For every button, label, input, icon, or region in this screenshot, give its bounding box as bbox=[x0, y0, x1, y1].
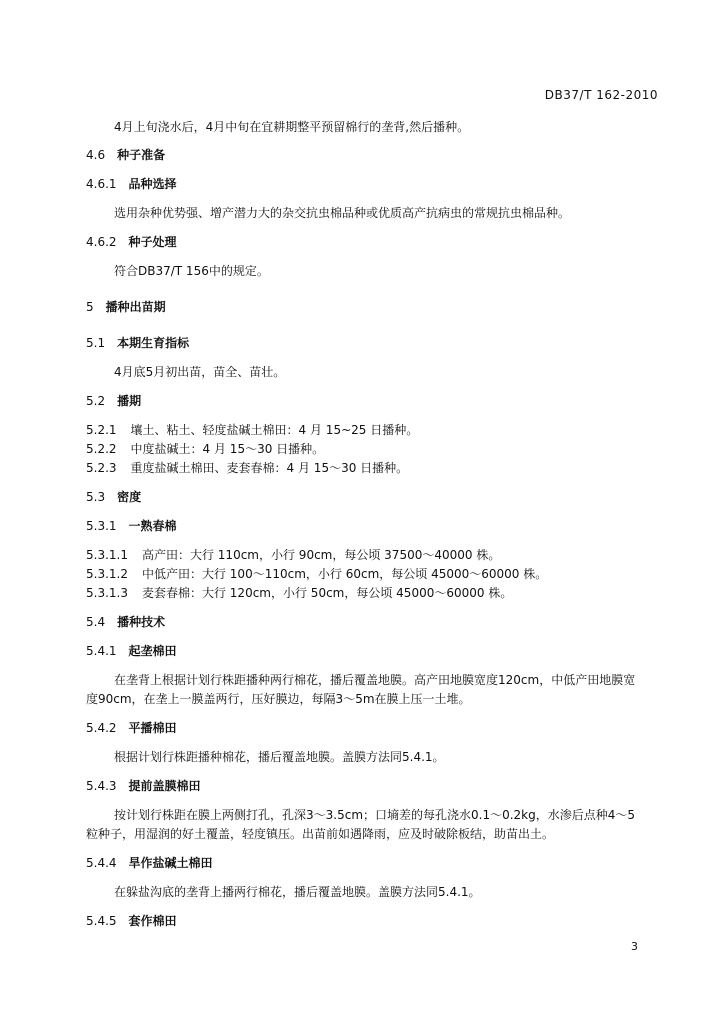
paragraph-premulch-line2: 粒种子，用湿润的好土覆盖，轻度镇压。出苗前如遇降雨，应及时破除板结，助苗出土。 bbox=[86, 827, 555, 841]
heading-5-1 bbox=[86, 335, 658, 351]
heading-title: 套作棉田 bbox=[128, 914, 177, 928]
page-number: 3 bbox=[631, 940, 638, 953]
document-code: DB37/T 162-2010 bbox=[544, 88, 658, 102]
heading-title: 一熟春棉 bbox=[128, 519, 177, 533]
paragraph-ridge-field-line1: 在垄背上根据计划行株距播种两行棉花，播后覆盖地膜。高产田地膜宽度120cm，中低产田地膜宽 bbox=[114, 673, 636, 687]
heading-number: 4.6 bbox=[86, 148, 106, 162]
clause-number: 5.3.1.3 bbox=[86, 586, 128, 600]
heading-number: 5.4.5 bbox=[86, 914, 117, 928]
heading-number: 5.4 bbox=[86, 615, 106, 629]
heading-4-6-2 bbox=[86, 234, 658, 250]
clause-5-3-1-2 bbox=[86, 566, 658, 582]
paragraph-ridge-field-line2: 度90cm，在垄上一膜盖两行，压好膜边，每隔3～5m在膜上压一土堆。 bbox=[86, 692, 471, 706]
clause-5-3-1-1 bbox=[86, 547, 658, 563]
heading-4-6 bbox=[86, 147, 658, 163]
heading-title: 播期 bbox=[117, 394, 142, 408]
heading-number: 4.6.1 bbox=[86, 177, 117, 191]
heading-5-2 bbox=[86, 393, 658, 409]
clause-number: 5.3.1.1 bbox=[86, 548, 128, 562]
clause-number: 5.2.3 bbox=[86, 461, 117, 475]
heading-number: 5.4.4 bbox=[86, 856, 117, 870]
heading-title: 播种出苗期 bbox=[105, 300, 166, 314]
heading-4-6-1 bbox=[86, 176, 658, 192]
heading-title: 本期生育指标 bbox=[117, 336, 190, 350]
clause-text: 中低产田：大行 100～110cm，小行 60cm，每公顷 45000～60000 株。 bbox=[141, 567, 548, 581]
heading-title: 平播棉田 bbox=[128, 721, 177, 735]
heading-number: 5.1 bbox=[86, 336, 106, 350]
paragraph-sowing-tail: 4月上旬浇水后，4月中旬在宜耕期整平预留棉行的垄背,然后播种。 bbox=[114, 120, 470, 134]
heading-5-3-1 bbox=[86, 518, 658, 534]
heading-number: 5.4.1 bbox=[86, 644, 117, 658]
paragraph-flat-sowing: 根据计划行株距播种棉花，播后覆盖地膜。盖膜方法同5.4.1。 bbox=[114, 750, 445, 764]
heading-number: 5.4.3 bbox=[86, 779, 117, 793]
clause-number: 5.2.2 bbox=[86, 442, 117, 456]
heading-5-4-1 bbox=[86, 643, 658, 659]
heading-title: 品种选择 bbox=[128, 177, 177, 191]
heading-5-4-5 bbox=[86, 913, 658, 929]
heading-title: 旱作盐碱土棉田 bbox=[128, 856, 213, 870]
heading-title: 种子准备 bbox=[117, 148, 166, 162]
clause-5-2-2 bbox=[86, 441, 658, 457]
paragraph-seed-treatment: 符合DB37/T 156中的规定。 bbox=[114, 264, 269, 278]
paragraph-variety-selection: 选用杂种优势强、增产潜力大的杂交抗虫棉品种或优质高产抗病虫的常规抗虫棉品种。 bbox=[114, 206, 571, 220]
clause-5-2-1 bbox=[86, 422, 658, 438]
clause-number: 5.2.1 bbox=[86, 423, 117, 437]
heading-title: 密度 bbox=[117, 490, 142, 504]
clause-text: 中度盐碱土：4 月 15～30 日播种。 bbox=[130, 442, 325, 456]
heading-5-4 bbox=[86, 614, 658, 630]
paragraph-growth-index: 4月底5月初出苗，苗全、苗壮。 bbox=[114, 365, 286, 379]
heading-title: 种子处理 bbox=[128, 235, 177, 249]
clause-text: 壤土、粘土、轻度盐碱土棉田：4 月 15~25 日播种。 bbox=[130, 423, 419, 437]
heading-number: 5.4.2 bbox=[86, 721, 117, 735]
heading-5-4-3 bbox=[86, 778, 658, 794]
paragraph-premulch-line1: 按计划行株距在膜上两侧打孔，孔深3～3.5cm；口墒差的每孔浇水0.1～0.2kg，水渗后点种4～5 bbox=[114, 808, 636, 822]
heading-5-4-4 bbox=[86, 855, 658, 871]
clause-5-3-1-3 bbox=[86, 585, 658, 601]
clause-text: 高产田：大行 110cm，小行 90cm，每公顷 37500～40000 株。 bbox=[141, 548, 501, 562]
heading-title: 提前盖膜棉田 bbox=[128, 779, 201, 793]
heading-5 bbox=[86, 299, 658, 315]
heading-5-3 bbox=[86, 489, 658, 505]
heading-title: 起垄棉田 bbox=[128, 644, 177, 658]
heading-number: 5.3 bbox=[86, 490, 106, 504]
heading-number: 5.3.1 bbox=[86, 519, 117, 533]
clause-text: 重度盐碱土棉田、麦套春棉：4 月 15～30 日播种。 bbox=[130, 461, 409, 475]
clause-text: 麦套春棉：大行 120cm，小行 50cm，每公顷 45000～60000 株。 bbox=[141, 586, 513, 600]
heading-title: 播种技术 bbox=[117, 615, 166, 629]
heading-number: 5 bbox=[86, 300, 94, 314]
clause-number: 5.3.1.2 bbox=[86, 567, 128, 581]
heading-number: 4.6.2 bbox=[86, 235, 117, 249]
heading-number: 5.2 bbox=[86, 394, 106, 408]
clause-5-2-3 bbox=[86, 460, 658, 476]
heading-5-4-2 bbox=[86, 720, 658, 736]
paragraph-saline-field: 在躲盐沟底的垄背上播两行棉花，播后覆盖地膜。盖膜方法同5.4.1。 bbox=[114, 885, 481, 899]
